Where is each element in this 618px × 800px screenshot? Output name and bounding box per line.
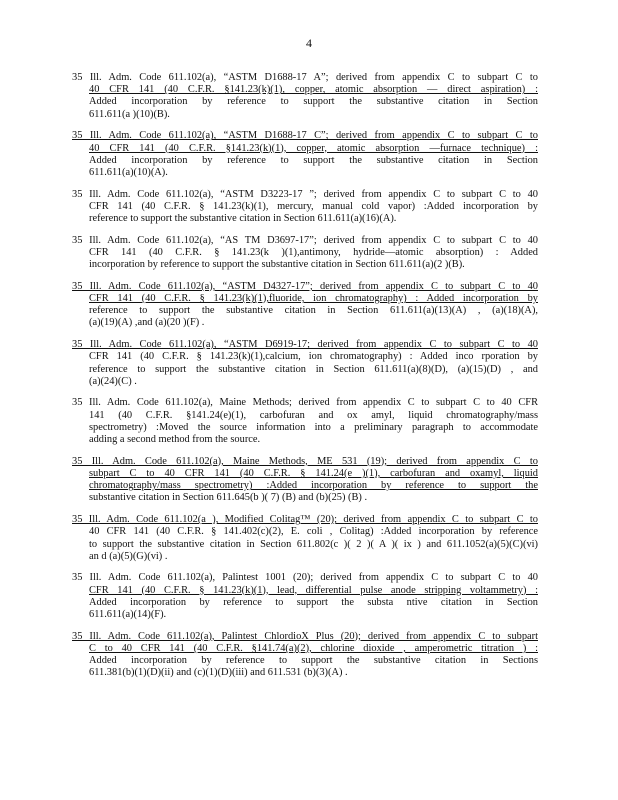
entry-line: reference to support the substantive citation in Section 611.611(a)(13)(A) , (a)(18)(A), xyxy=(89,305,538,317)
amendment-entry xyxy=(72,189,538,226)
entry-text xyxy=(72,397,538,446)
entry-text xyxy=(72,235,538,272)
entry-text xyxy=(72,456,538,505)
amendment-entry xyxy=(72,130,538,179)
entry-line: 35 Ill. Adm. Code 611.102(a ), Modified Colitag™ (20); derived from appendix C to subpart C to xyxy=(72,514,538,526)
entry-line: CFR 141 (40 C.F.R. § 141.23(k)(1),calcium, ion chromatography) : Added inco rporation by xyxy=(89,351,538,363)
entry-line: 40 CFR 141 (40 C.F.R. §141.23(k)(1), copper, atomic absorption — direct aspiration) : xyxy=(89,84,538,96)
amendment-entry xyxy=(72,456,538,505)
entry-line: 35 Ill. Adm. Code 611.102(a), “ASTM D3223-17 ”; derived from appendix C to subpart C to 40 xyxy=(72,188,538,200)
entry-line: subpart C to 40 CFR 141 (40 C.F.R. § 141.24(e )(1), carbofuran and oxamyl, liquid xyxy=(89,467,538,479)
entry-line: an d (a)(5)(G)(vi) . xyxy=(89,550,168,562)
amendment-entry xyxy=(72,339,538,388)
entry-line: 35 Ill. Adm. Code 611.102(a), Palintest 1001 (20); derived from appendix C to subpart C to 40 xyxy=(72,572,538,584)
entry-line: Added incorporation by reference to support the substantive citation in Section xyxy=(89,96,538,108)
entry-line: CFR 141 (40 C.F.R. § 141.23(k)(1),fluoride, ion chromatography) : Added incorporation by xyxy=(89,293,538,305)
entry-line: 35 Ill. Adm. Code 611.102(a), “ASTM D1688-17 C”; derived from appendix C to subpart C to xyxy=(72,130,538,142)
entry-line: 141 (40 C.F.R. §141.24(e)(1), carbofuran and ox amyl, liquid chromatography/mass xyxy=(89,409,538,421)
amendment-entry xyxy=(72,631,538,680)
entry-line: 35 Ill. Adm. Code 611.102(a), Maine Methods, ME 531 (19); derived from appendix C to xyxy=(72,455,538,467)
amendment-entry xyxy=(72,514,538,563)
entry-line: to support the substantive citation in Section 611.802(c )( 2 )( A )( ix ) and 611.1052(a)(5)(C)(vi) xyxy=(89,538,538,550)
page-number: 4 xyxy=(306,36,312,50)
entry-line: 35 Ill. Adm. Code 611.102(a), Palintest ChlordioX Plus (20); derived from appendix C to subpart xyxy=(72,630,538,642)
entry-text xyxy=(72,631,538,680)
entry-line: 40 CFR 141 (40 C.F.R. § 141.402(c)(2), E. coli , Colitag) :Added incorporation by reference xyxy=(89,526,538,538)
entry-line: chromatography/mass spectrometry) :Added incorporation by reference to support the xyxy=(89,480,538,492)
entry-line: 35 Ill. Adm. Code 611.102(a), “ASTM D4327-17”; derived from appendix C to subpart C to 40 xyxy=(72,280,538,292)
entry-line: (a)(19)(A) ,and (a)(20 )(F) . xyxy=(89,317,205,329)
entry-line: spectrometry) :Moved the source information into a preliminary paragraph to accommodate xyxy=(89,421,538,433)
entry-line: reference to support the substantive citation in Section 611.611(a)(8)(D), (a)(15)(D) , and xyxy=(89,363,538,375)
entry-text xyxy=(72,72,538,121)
entry-line: 611.611(a)(10)(A). xyxy=(89,166,168,178)
amendment-entry xyxy=(72,235,538,272)
entry-line: (a)(24)(C) . xyxy=(89,375,137,387)
entry-text xyxy=(72,514,538,563)
entry-text xyxy=(72,339,538,388)
entry-line: 611.381(b)(1)(D)(ii) and (c)(1)(D)(iii) and 611.531 (b)(3)(A) . xyxy=(89,667,348,679)
entry-line: 35 Ill. Adm. Code 611.102(a), “AS TM D3697-17”; derived from appendix C to subpart C to 40 xyxy=(72,234,538,246)
entry-line: CFR 141 (40 C.F.R. § 141.23(k)(1), mercury, manual cold vapor) :Added incorporation by xyxy=(89,200,538,212)
entry-text xyxy=(72,572,538,621)
entry-line: Added incorporation by reference to support the substa ntive citation in Section xyxy=(89,596,538,608)
entry-text xyxy=(72,130,538,179)
entry-line: reference to support the substantive citation in Section 611.611(a)(16)(A). xyxy=(89,213,397,225)
entry-line: Added incorporation by reference to support the substantive citation in Sections xyxy=(89,655,538,667)
amendment-entry xyxy=(72,72,538,121)
entry-line: incorporation by reference to support the substantive citation in Section 611.611(a)(2 )(B). xyxy=(89,259,465,271)
entry-line: 35 Ill. Adm. Code 611.102(a), “ASTM D6919-17; derived from appendix C to subpart C to 40 xyxy=(72,339,538,351)
amendment-list xyxy=(72,72,538,689)
entry-text xyxy=(72,189,538,226)
amendment-entry xyxy=(72,397,538,446)
amendment-entry xyxy=(72,281,538,330)
entry-line: substantive citation in Section 611.645(b )( 7) (B) and (b)(25) (B) . xyxy=(89,492,368,504)
entry-line: 611.611(a )(10)(B). xyxy=(89,108,170,120)
entry-line: C to 40 CFR 141 (40 C.F.R. §141.74(a)(2), chlorine dioxide , amperometric titration ) : xyxy=(89,642,538,654)
entry-line: CFR 141 (40 C.F.R. § 141.23(k )(1),antimony, hydride—atomic absorption) : Added xyxy=(89,246,538,258)
entry-line: 35 Ill. Adm. Code 611.102(a), “ASTM D1688-17 A”; derived from appendix C to subpart C to xyxy=(72,72,538,83)
entry-text xyxy=(72,281,538,330)
entry-line: 35 Ill. Adm. Code 611.102(a), Maine Methods; derived from appendix C to subpart C to 40 CFR xyxy=(72,397,538,409)
amendment-entry xyxy=(72,572,538,621)
entry-line: 40 CFR 141 (40 C.F.R. §141.23(k)(1), copper, atomic absorption —furnace technique) : xyxy=(89,142,538,154)
entry-line: Added incorporation by reference to support the substantive citation in Section xyxy=(89,154,538,166)
entry-line: 611.611(a)(14)(F). xyxy=(89,609,167,621)
entry-line: adding a second method from the source. xyxy=(89,434,261,446)
entry-line: CFR 141 (40 C.F.R. § 141.23(k)(1), lead, differential pulse anode stripping voltammetry) : xyxy=(89,584,538,596)
